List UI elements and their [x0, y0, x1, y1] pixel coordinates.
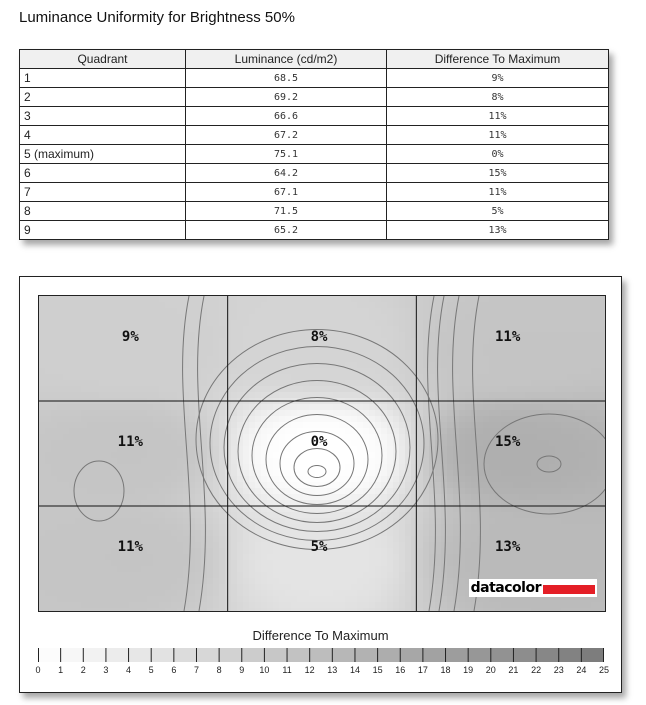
legend-swatch: [581, 648, 604, 662]
cell-difference: 13%: [387, 221, 609, 240]
legend-color-scale: [38, 648, 604, 662]
legend-tick-label: 10: [259, 665, 270, 675]
legend-tick-label: 18: [440, 665, 451, 675]
cell-quadrant: 5 (maximum): [20, 145, 186, 164]
legend-tick-label: 16: [395, 665, 406, 675]
cell-quadrant: 3: [20, 107, 186, 126]
cell-difference: 15%: [387, 164, 609, 183]
legend-swatch: [61, 648, 84, 662]
legend-swatch: [196, 648, 219, 662]
quadrant-label: 8%: [310, 329, 328, 345]
legend-swatch: [513, 648, 536, 662]
legend-tick-label: 21: [508, 665, 519, 675]
cell-quadrant: 2: [20, 88, 186, 107]
legend-tick-label: 5: [148, 665, 154, 675]
legend-tick-label: 25: [598, 665, 610, 675]
legend-tick-label: 1: [58, 665, 64, 675]
legend-swatch: [378, 648, 401, 662]
cell-quadrant: 8: [20, 202, 186, 221]
legend-tick-label: 13: [327, 665, 338, 675]
legend-swatch: [310, 648, 333, 662]
legend-swatch: [446, 648, 469, 662]
cell-quadrant: 6: [20, 164, 186, 183]
cell-difference: 11%: [387, 126, 609, 145]
cell-luminance: 71.5: [186, 202, 387, 221]
quadrant-label: 13%: [495, 539, 521, 555]
legend-tick-label: 4: [126, 665, 132, 675]
legend-tick-label: 14: [349, 665, 360, 675]
legend-swatch: [242, 648, 265, 662]
cell-luminance: 64.2: [186, 164, 387, 183]
legend-tick-label: 6: [171, 665, 177, 675]
legend-swatch: [536, 648, 559, 662]
table-row: [20, 164, 609, 183]
legend-tick-label: 20: [485, 665, 496, 675]
legend-tick-label: 2: [80, 665, 86, 675]
table-row: [20, 88, 609, 107]
cell-difference: 0%: [387, 145, 609, 164]
cell-luminance: 68.5: [186, 69, 387, 88]
legend-title: Difference To Maximum: [252, 628, 389, 643]
cell-difference: 9%: [387, 69, 609, 88]
legend-tick-label: 12: [304, 665, 315, 675]
table-row: [20, 107, 609, 126]
legend-swatch: [38, 648, 61, 662]
uniformity-heatmap: [38, 295, 606, 612]
table-row: [20, 183, 609, 202]
legend-tick-label: 19: [463, 665, 474, 675]
cell-difference: 8%: [387, 88, 609, 107]
legend-tick-label: 17: [417, 665, 428, 675]
header-quadrant: Quadrant: [20, 50, 186, 69]
legend-tick-labels: [35, 665, 610, 677]
table-row: [20, 145, 609, 164]
legend-swatch: [468, 648, 491, 662]
logo-text: datacolor: [470, 580, 541, 596]
cell-difference: 11%: [387, 183, 609, 202]
table-header-row: [20, 50, 609, 69]
datacolor-logo: [469, 579, 597, 597]
legend-swatch: [355, 648, 378, 662]
header-luminance: Luminance (cd/m2): [186, 50, 387, 69]
quadrant-label: 9%: [121, 329, 139, 345]
cell-difference: 11%: [387, 107, 609, 126]
cell-difference: 5%: [387, 202, 609, 221]
cell-quadrant: 7: [20, 183, 186, 202]
legend-swatch: [174, 648, 197, 662]
legend-tick-label: 9: [239, 665, 245, 675]
legend-tick-label: 23: [553, 665, 564, 675]
legend-swatch: [287, 648, 310, 662]
legend-tick-label: 22: [531, 665, 542, 675]
quadrant-label: 11%: [117, 434, 143, 450]
legend-swatch: [129, 648, 152, 662]
legend-tick-label: 0: [35, 665, 41, 675]
cell-luminance: 69.2: [186, 88, 387, 107]
legend-tick-label: 3: [103, 665, 109, 675]
legend-tick-label: 7: [193, 665, 199, 675]
cell-luminance: 67.1: [186, 183, 387, 202]
quadrant-label: 11%: [495, 329, 521, 345]
legend-swatch: [219, 648, 242, 662]
quadrant-label: 5%: [310, 539, 328, 555]
legend-tick-label: 24: [576, 665, 587, 675]
legend-swatch: [151, 648, 174, 662]
cell-quadrant: 1: [20, 69, 186, 88]
legend-swatch: [332, 648, 355, 662]
legend-tick-label: 15: [372, 665, 383, 675]
cell-luminance: 65.2: [186, 221, 387, 240]
legend-tick-label: 11: [282, 665, 292, 675]
cell-luminance: 67.2: [186, 126, 387, 145]
legend-swatch: [106, 648, 129, 662]
page-title: Luminance Uniformity for Brightness 50%: [19, 9, 295, 26]
logo-red-bar: [543, 585, 595, 594]
table-row: [20, 202, 609, 221]
quadrant-label: 15%: [495, 434, 521, 450]
header-difference: Difference To Maximum: [387, 50, 609, 69]
luminance-table: [19, 49, 609, 240]
cell-quadrant: 9: [20, 221, 186, 240]
cell-luminance: 75.1: [186, 145, 387, 164]
uniformity-chart: [19, 276, 622, 693]
quadrant-label: 11%: [117, 539, 143, 555]
table-row: [20, 221, 609, 240]
legend-swatch: [491, 648, 514, 662]
legend-swatch: [264, 648, 287, 662]
cell-luminance: 66.6: [186, 107, 387, 126]
table-row: [20, 69, 609, 88]
table-row: [20, 126, 609, 145]
legend-swatch: [83, 648, 106, 662]
legend-swatch: [559, 648, 582, 662]
luminance-table-container: [19, 49, 609, 240]
legend-tick-label: 8: [216, 665, 222, 675]
cell-quadrant: 4: [20, 126, 186, 145]
quadrant-label: 0%: [310, 434, 328, 450]
legend-swatch: [400, 648, 423, 662]
legend-swatch: [423, 648, 446, 662]
